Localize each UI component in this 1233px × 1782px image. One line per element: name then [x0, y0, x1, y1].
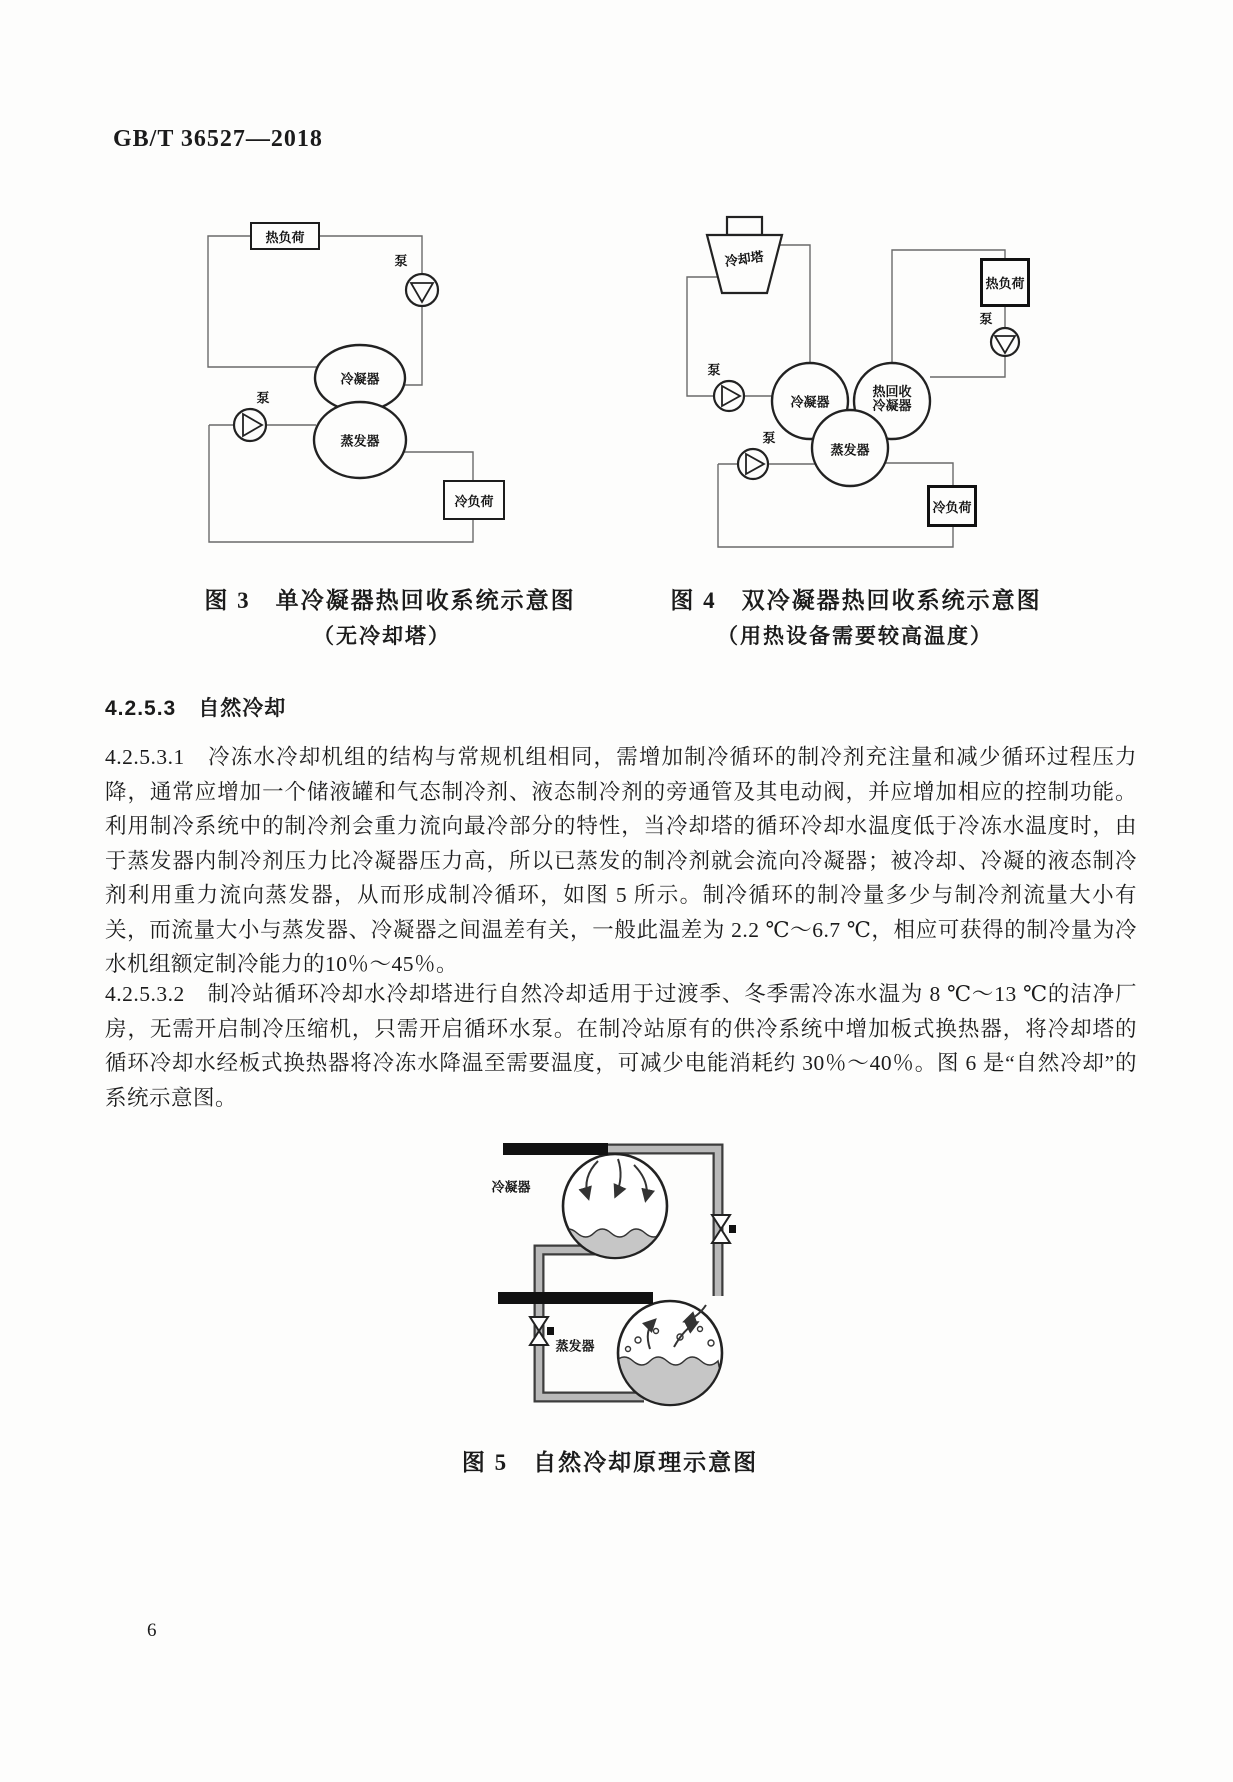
heat-recovery-condenser-label: 热回收 冷凝器 [872, 384, 912, 413]
pump-label: 泵 [394, 253, 408, 269]
condenser-label: 冷凝器 [790, 394, 830, 410]
pump-icon [738, 449, 768, 479]
condenser-label: 冷凝器 [340, 371, 380, 387]
page-number: 6 [147, 1620, 157, 1641]
figure4-caption: 图 4 双冷凝器热回收系统示意图 [670, 588, 1042, 613]
figure3-caption: 图 3 单冷凝器热回收系统示意图 [204, 588, 576, 613]
pump-label: 泵 [979, 311, 993, 327]
pump-label: 泵 [256, 390, 270, 406]
pipe-line [404, 306, 422, 385]
evaporator-label: 蒸发器 [830, 442, 870, 458]
figure4-subcaption: （用热设备需要较高温度） [717, 624, 993, 648]
condenser-label: 冷凝器 [491, 1179, 531, 1195]
paragraph-4-2-5-3-2: 4.2.5.3.2 制冷站循环冷却水冷却塔进行自然冷却适用于过渡季、冬季需冷冻水温为 8 ℃～13 ℃的洁净厂房，无需开启制冷压缩机，只需开启循环水泵。在制冷站原有的供冷系统中增加板式换热器，将冷却塔的循环冷却水经板式换热器将冷冻水降温至需要温度，可减少电能消耗约 30％～40％。图 6 是“自然冷却”的系统示意图。 [105, 982, 1137, 1110]
bottom-pipe-bar [498, 1292, 653, 1304]
cooling-tower-label: 冷却塔 [723, 248, 765, 270]
evaporator-label: 蒸发器 [555, 1338, 595, 1354]
figure4-diagram [608, 193, 1043, 558]
pump-label: 泵 [762, 430, 776, 446]
top-pipe-bar [503, 1143, 608, 1155]
pump-label: 泵 [707, 362, 721, 378]
pump-icon [406, 274, 438, 306]
paragraph-4-2-5-3-1: 4.2.5.3.1 冷冻水冷却机组的结构与常规机组相同，需增加制冷循环的制冷剂充注量和减少循环过程压力降，通常应增加一个储液罐和气态制冷剂、液态制冷剂的旁通管及其电动阀，并应增加相应的控制功能。利用制冷系统中的制冷剂会重力流向最冷部分的特性，当冷却塔的循环冷却水温度低于冷冻水温度时，由于蒸发器内制冷剂压力比冷凝器压力高，所以已蒸发的制冷剂就会流向冷凝器；被冷却、冷凝的液态制冷剂利用重力流向蒸发器，从而形成制冷循环，如图 5 所示。制冷循环的制冷量多少与制冷剂流量大小有关，而流量大小与蒸发器、冷凝器之间温差有关，一般此温差为 2.2 ℃～6.7 ℃，相应可获得的制冷量为冷水机组额定制冷能力的10％～45％。 [105, 745, 1137, 976]
figure4 [608, 193, 1043, 558]
figure5 [468, 1133, 768, 1423]
figure5-caption: 图 5 自然冷却原理示意图 [461, 1450, 759, 1475]
pump-icon [714, 381, 744, 411]
pipe-line [779, 245, 810, 363]
pump-icon [991, 328, 1019, 356]
figure3 [168, 193, 513, 553]
figure3-subcaption: （无冷却塔） [313, 624, 451, 648]
evaporator-label: 蒸发器 [340, 433, 380, 449]
cooling-load-box: 冷负荷 [927, 485, 977, 527]
cooling-load-box: 冷负荷 [443, 480, 505, 520]
standard-number: GB/T 36527—2018 [113, 126, 323, 152]
pump-icon [234, 409, 266, 441]
pipe-line [930, 356, 1005, 377]
pipe-line [208, 236, 318, 367]
section-heading: 4.2.5.3 自然冷却 [105, 697, 287, 720]
pipe-line [404, 452, 473, 480]
heat-load-box: 热负荷 [980, 258, 1030, 307]
pipe-line [884, 463, 953, 485]
heat-load-box: 热负荷 [250, 222, 320, 250]
